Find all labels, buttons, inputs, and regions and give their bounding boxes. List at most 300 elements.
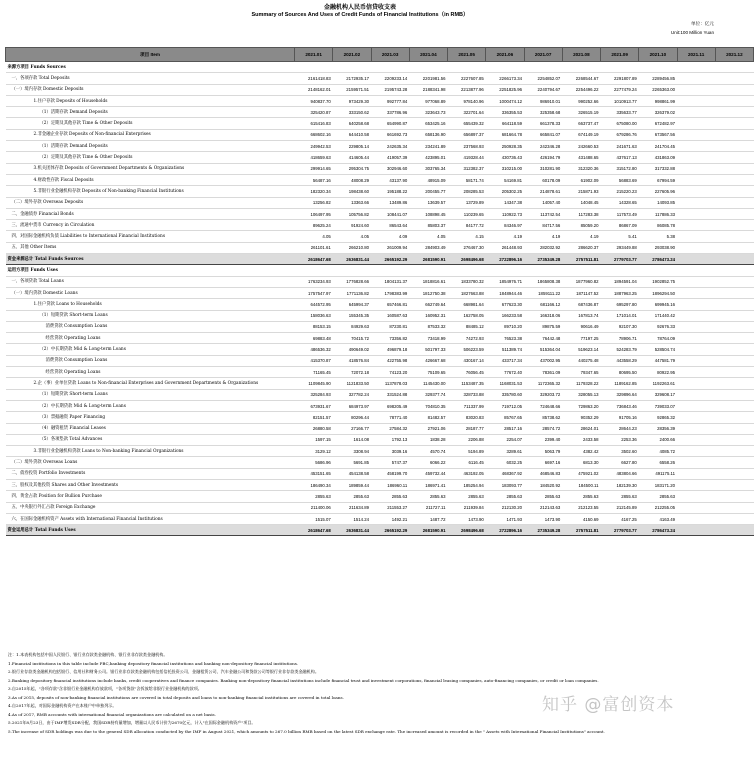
header-month: 2021.07 xyxy=(524,48,562,62)
row-value: 998861.99 xyxy=(639,95,677,106)
row-value: 27166.77 xyxy=(333,423,371,434)
row-value: 668602.16 xyxy=(295,129,333,140)
row-value: 322701.64 xyxy=(448,107,486,118)
row-value: 1877960.82 xyxy=(562,276,600,287)
row-value xyxy=(715,412,753,423)
row-value: 4.05 xyxy=(333,231,371,242)
row-value: 1514.24 xyxy=(333,513,371,524)
table-row xyxy=(6,141,754,152)
row-value: 433717.34 xyxy=(486,355,524,366)
table-row xyxy=(6,242,754,253)
row-value: 69883.48 xyxy=(295,333,333,344)
row-value: 1865808.38 xyxy=(524,276,562,287)
row-value xyxy=(715,423,753,434)
row-value: 155345.35 xyxy=(333,310,371,321)
row-value: 4382.42 xyxy=(562,446,600,457)
row-value: 644410.58 xyxy=(333,129,371,140)
row-value: 13363.66 xyxy=(333,197,371,208)
row-value: 2195743.28 xyxy=(371,84,409,95)
row-value: 76523.38 xyxy=(486,333,524,344)
row-value: 2618647.68 xyxy=(295,525,333,536)
row-label: （1）活期存款 Demand Deposits xyxy=(6,141,295,152)
table-body xyxy=(6,62,754,536)
row-value xyxy=(715,525,753,536)
row-value: 2855.63 xyxy=(639,491,677,502)
row-value: 166233.58 xyxy=(486,310,524,321)
row-value: 295304.75 xyxy=(333,163,371,174)
table-row xyxy=(6,95,754,106)
row-value: 286620.37 xyxy=(562,242,600,253)
row-value: 310281.90 xyxy=(524,163,562,174)
row-value: 1871147.52 xyxy=(562,287,600,298)
row-label: 六、在国际金融机构资产 Assets with International Financial Institutions xyxy=(6,513,295,524)
row-value: 293038.90 xyxy=(639,242,677,253)
row-value xyxy=(677,378,715,389)
row-value: 70415.72 xyxy=(333,333,371,344)
row-value: 2855.63 xyxy=(409,491,447,502)
row-value: 186960.11 xyxy=(371,479,409,490)
row-value: 2665192.29 xyxy=(371,254,409,265)
page-title-en: Summary of Sources And Uses of Credit Funds of Financial Institutions（in RMB） xyxy=(251,12,469,18)
row-value: 437002.95 xyxy=(524,355,562,366)
row-value: 2159571.51 xyxy=(333,84,371,95)
row-value: 325420.87 xyxy=(295,107,333,118)
header-month: 2021.02 xyxy=(333,48,371,62)
row-value: 117283.38 xyxy=(562,208,600,219)
row-value: 74123.20 xyxy=(371,367,409,378)
page-title-zh: 金融机构人民币信贷收支表 xyxy=(323,4,396,11)
row-value: 704810.35 xyxy=(409,400,447,411)
row-value xyxy=(677,525,715,536)
row-label: 消费贷款 Consumption Loans xyxy=(6,321,295,332)
row-label: 1.住户贷款 Loans to Households xyxy=(6,299,295,310)
row-value: 14093.85 xyxy=(639,197,677,208)
row-value: 490649.02 xyxy=(333,344,371,355)
row-value xyxy=(371,62,409,73)
row-value xyxy=(677,423,715,434)
row-value: 528504.74 xyxy=(639,344,677,355)
row-value: 212255.05 xyxy=(639,502,677,513)
row-value: 675080.00 xyxy=(601,118,639,129)
row-value xyxy=(715,367,753,378)
row-value: 483804.66 xyxy=(601,468,639,479)
row-value xyxy=(715,344,753,355)
header-row xyxy=(6,48,754,62)
watermark-text: 知乎 @富创资本 xyxy=(542,695,675,715)
row-value: 1172365.32 xyxy=(524,378,562,389)
row-value xyxy=(677,220,715,231)
table-header xyxy=(6,48,754,62)
row-value: 1121833.50 xyxy=(333,378,371,389)
row-value xyxy=(677,333,715,344)
title-block xyxy=(0,4,720,19)
row-value xyxy=(601,265,639,276)
row-value: 1010913.77 xyxy=(601,95,639,106)
row-label: 2.非金融企业存款 Deposits of Non-financial Enterprises xyxy=(6,129,295,140)
row-value: 75109.65 xyxy=(409,367,447,378)
row-value: 328733.88 xyxy=(448,389,486,400)
row-value: 106497.95 xyxy=(295,208,333,219)
row-value: 162758.05 xyxy=(448,310,486,321)
row-value: 88153.15 xyxy=(295,321,333,332)
row-value: 1757547.97 xyxy=(295,287,333,298)
row-value: 640258.68 xyxy=(333,118,371,129)
row-value xyxy=(677,208,715,219)
row-value: 80922.95 xyxy=(639,367,677,378)
row-value: 89710.20 xyxy=(486,321,524,332)
row-label: （5）各项垫款 Total Advances xyxy=(6,434,295,445)
row-value: 463192.05 xyxy=(448,468,486,479)
row-value: 2254852.07 xyxy=(524,73,562,84)
row-value xyxy=(677,400,715,411)
row-value xyxy=(562,62,600,73)
row-value xyxy=(677,107,715,118)
row-value: 284903.49 xyxy=(409,242,447,253)
row-value: 189859.44 xyxy=(333,479,371,490)
row-value: 1763234.93 xyxy=(295,276,333,287)
note-line: 注：1.本表机构包括中国人民银行、银行业存款类金融机构、银行业非存款类金融机构。 xyxy=(8,652,168,657)
row-value xyxy=(677,446,715,457)
header-month: 2021.05 xyxy=(448,48,486,62)
row-value: 13489.86 xyxy=(371,197,409,208)
row-value: 443558.29 xyxy=(601,355,639,366)
unit-label-zh: 单位：亿元 xyxy=(691,22,714,27)
row-value: 2786473.24 xyxy=(639,254,677,265)
row-value: 2201981.56 xyxy=(409,73,447,84)
row-value: 13639.57 xyxy=(409,197,447,208)
row-value: 28644.23 xyxy=(601,423,639,434)
row-value: 212145.89 xyxy=(601,502,639,513)
row-value: 2227607.85 xyxy=(448,73,486,84)
row-value xyxy=(524,62,562,73)
table-row xyxy=(6,468,754,479)
row-value: 86543.64 xyxy=(371,220,409,231)
row-value: 1137878.03 xyxy=(371,378,409,389)
table-row xyxy=(6,321,754,332)
table-row xyxy=(6,276,754,287)
row-value: 615416.83 xyxy=(295,118,333,129)
row-value: 1894591.04 xyxy=(601,276,639,287)
row-value: 1473.90 xyxy=(524,513,562,524)
row-value: 663737.47 xyxy=(562,118,600,129)
row-value: 212130.20 xyxy=(486,502,524,513)
row-value: 739033.07 xyxy=(639,400,677,411)
row-value: 2757511.81 xyxy=(562,525,600,536)
row-value: 698205.49 xyxy=(371,400,409,411)
row-value: 184500.11 xyxy=(562,479,600,490)
table-row xyxy=(6,174,754,185)
row-value: 88485.12 xyxy=(448,321,486,332)
row-label: 来源方项目 Funds Sources xyxy=(6,62,295,73)
row-value xyxy=(371,265,409,276)
row-value: 87230.81 xyxy=(371,321,409,332)
row-value xyxy=(715,457,753,468)
row-value: 665841.07 xyxy=(524,129,562,140)
row-value: 160587.63 xyxy=(371,310,409,321)
row-value: 668981.64 xyxy=(448,299,486,310)
row-value: 242346.28 xyxy=(524,141,562,152)
table-row xyxy=(6,186,754,197)
table-row xyxy=(6,491,754,502)
row-value: 249942.53 xyxy=(295,141,333,152)
row-value: 2188341.98 xyxy=(409,84,447,95)
row-value: 250928.35 xyxy=(486,141,524,152)
table-row xyxy=(6,378,754,389)
row-value: 28624.01 xyxy=(562,423,600,434)
row-value: 1487.72 xyxy=(409,513,447,524)
row-value xyxy=(715,174,753,185)
row-value xyxy=(715,186,753,197)
table-row xyxy=(6,434,754,445)
row-value xyxy=(677,73,715,84)
row-label: 2.企（事）业单位贷款 Loans to Non-financial Enterprises and Government Departments & Organizations xyxy=(6,378,295,389)
note-line: 3.自2015年起，"各项存款"含非银行业金融机构存放款项，"各项贷款"含拆放给非银行业金融机构的款项。 xyxy=(8,686,202,691)
row-value: 58171.74 xyxy=(448,174,486,185)
row-value: 2779703.77 xyxy=(601,525,639,536)
row-value: 241704.45 xyxy=(639,141,677,152)
row-value xyxy=(677,457,715,468)
row-value: 212143.63 xyxy=(524,502,562,513)
row-value: 214878.61 xyxy=(524,186,562,197)
row-value xyxy=(677,186,715,197)
row-value: 4.05 xyxy=(409,231,447,242)
row-value: 2433.58 xyxy=(562,434,600,445)
row-value: 5063.79 xyxy=(524,446,562,457)
row-value: 656897.37 xyxy=(448,129,486,140)
table-row xyxy=(6,446,754,457)
row-value: 2636831.44 xyxy=(333,525,371,536)
row-value: 511389.74 xyxy=(486,344,524,355)
row-value: 28517.16 xyxy=(486,423,524,434)
row-value: 92107.30 xyxy=(601,321,639,332)
row-value: 77197.25 xyxy=(562,333,600,344)
row-value xyxy=(524,265,562,276)
row-value: 80296.44 xyxy=(333,412,371,423)
row-value: 182139.30 xyxy=(601,479,639,490)
row-value: 1887963.25 xyxy=(601,287,639,298)
row-value xyxy=(677,163,715,174)
note-line: 2.Banking depository financial institutions include banks, credit cooperatives and finance companies. Banking non-depository financial institutions include financial trust and investment corporations, financial leasing companies, auto-financing companies, or credit or loan companies. xyxy=(8,677,599,683)
row-value: 990252.66 xyxy=(562,95,600,106)
row-label: 二、债券投资 Portfolio Investments xyxy=(6,468,295,479)
row-value: 2251825.96 xyxy=(486,84,524,95)
row-value: 1189162.85 xyxy=(601,378,639,389)
row-value: 4163.49 xyxy=(639,513,677,524)
row-label: 1.住户存款 Deposits of Households xyxy=(6,95,295,106)
table-row xyxy=(6,129,754,140)
row-value xyxy=(677,197,715,208)
row-value: 325284.93 xyxy=(295,389,333,400)
row-value: 5.41 xyxy=(601,231,639,242)
row-value: 90616.49 xyxy=(562,321,600,332)
row-value: 419057.39 xyxy=(371,152,409,163)
row-value xyxy=(333,62,371,73)
row-value xyxy=(715,389,753,400)
row-value xyxy=(677,141,715,152)
row-value: 662749.64 xyxy=(409,299,447,310)
row-value: 48915.09 xyxy=(409,174,447,185)
row-value xyxy=(715,197,753,208)
row-value: 72072.18 xyxy=(333,367,371,378)
row-value: 6813.30 xyxy=(562,457,600,468)
row-label: 四、黄金占款 Position for Bullion Purchase xyxy=(6,491,295,502)
row-value: 56487.16 xyxy=(295,174,333,185)
row-value: 2855.63 xyxy=(486,491,524,502)
row-value: 2161418.83 xyxy=(295,73,333,84)
row-label: 3.机关团体存款 Deposits of Government Departments & Organizations xyxy=(6,163,295,174)
row-value: 940837.70 xyxy=(295,95,333,106)
row-value xyxy=(639,62,677,73)
row-value: 2266173.34 xyxy=(486,73,524,84)
row-value: 166318.06 xyxy=(524,310,562,321)
row-value: 5747.37 xyxy=(371,457,409,468)
row-value: 5686.96 xyxy=(295,457,333,468)
row-value: 77672.40 xyxy=(486,367,524,378)
row-value: 28187.77 xyxy=(448,423,486,434)
table-row xyxy=(6,231,754,242)
header-month: 2021.10 xyxy=(639,48,677,62)
row-value: 1812750.38 xyxy=(409,287,447,298)
row-value xyxy=(677,174,715,185)
row-value: 182320.34 xyxy=(295,186,333,197)
row-value: 2289456.85 xyxy=(639,73,677,84)
row-value: 335633.77 xyxy=(601,107,639,118)
row-value xyxy=(677,118,715,129)
row-value: 76056.45 xyxy=(448,367,486,378)
row-value: 237568.93 xyxy=(448,141,486,152)
row-label: 消费贷款 Consumption Loans xyxy=(6,355,295,366)
row-value: 198438.60 xyxy=(333,186,371,197)
row-value xyxy=(677,502,715,513)
row-value xyxy=(715,321,753,332)
row-value: 986910.01 xyxy=(524,95,562,106)
table-row xyxy=(6,400,754,411)
row-value: 3289.61 xyxy=(486,446,524,457)
row-value: 1818816.61 xyxy=(409,276,447,287)
row-value: 1597.15 xyxy=(295,434,333,445)
row-value: 2722896.16 xyxy=(486,525,524,536)
row-value: 681664.78 xyxy=(486,129,524,140)
row-value xyxy=(448,62,486,73)
row-value: 310215.00 xyxy=(486,163,524,174)
row-value: 299914.65 xyxy=(295,163,333,174)
row-value: 329608.17 xyxy=(639,389,677,400)
row-value: 486536.32 xyxy=(295,344,333,355)
row-value: 6627.80 xyxy=(601,457,639,468)
row-value: 4085.72 xyxy=(639,446,677,457)
row-value: 1179328.22 xyxy=(562,378,600,389)
row-value: 84717.56 xyxy=(524,220,562,231)
row-value: 458199.70 xyxy=(371,468,409,479)
row-value: 661692.73 xyxy=(371,129,409,140)
row-value: 86085.78 xyxy=(639,220,677,231)
row-value: 2636831.44 xyxy=(333,254,371,265)
row-value: 74272.93 xyxy=(448,333,486,344)
row-value: 91705.16 xyxy=(601,412,639,423)
row-value xyxy=(715,208,753,219)
row-value: 415370.87 xyxy=(295,355,333,366)
row-label: 三、股权及其他投资 Shares and Other Investments xyxy=(6,479,295,490)
table-row xyxy=(6,62,754,73)
header-month: 2021.09 xyxy=(601,48,639,62)
table-row xyxy=(6,118,754,129)
row-value: 67994.59 xyxy=(639,174,677,185)
row-value: 3039.16 xyxy=(371,446,409,457)
row-value: 978140.96 xyxy=(448,95,486,106)
row-label: 二、金融债券 Financial Bonds xyxy=(6,208,295,219)
table-row xyxy=(6,367,754,378)
row-value: 302946.60 xyxy=(371,163,409,174)
row-value: 160952.31 xyxy=(409,310,447,321)
row-value: 227605.96 xyxy=(639,186,677,197)
row-label: （1）活期存款 Demand Deposits xyxy=(6,107,295,118)
row-value: 2779703.77 xyxy=(601,254,639,265)
row-value: 82151.57 xyxy=(295,412,333,423)
row-value: 5691.85 xyxy=(333,457,371,468)
table-row xyxy=(6,265,754,276)
row-value: 1838.28 xyxy=(409,434,447,445)
row-value: 2855.63 xyxy=(448,491,486,502)
row-value: 242635.34 xyxy=(371,141,409,152)
row-value: 325358.68 xyxy=(524,107,562,118)
table-row xyxy=(6,423,754,434)
row-value: 423895.01 xyxy=(409,152,447,163)
note-line: 4.自2017年起，对国际金融机构资产在本账户中单独列示。 xyxy=(8,703,117,708)
row-value: 5194.89 xyxy=(448,446,486,457)
row-value: 211939.84 xyxy=(448,502,486,513)
table-row xyxy=(6,525,754,536)
row-label: 资金来源总计 Total Funds Sources xyxy=(6,254,295,265)
row-value: 60178.09 xyxy=(524,174,562,185)
row-value: 79347.65 xyxy=(562,367,600,378)
row-value: 1000474.12 xyxy=(486,95,524,106)
row-value: 85803.37 xyxy=(409,220,447,231)
row-value: 1771136.82 xyxy=(333,287,371,298)
row-value: 5.38 xyxy=(639,231,677,242)
row-value: 2277479.24 xyxy=(601,84,639,95)
row-label: （2）定期及其他存款 Time & Other Deposits xyxy=(6,152,295,163)
row-value: 6116.45 xyxy=(448,457,486,468)
row-value: 315172.80 xyxy=(601,163,639,174)
row-label: （2）中长期贷款 Mid & Long-term Loans xyxy=(6,344,295,355)
row-label: 资金运用总计 Total Funds Uses xyxy=(6,525,295,536)
row-value: 3129.12 xyxy=(295,446,333,457)
row-value xyxy=(715,62,753,73)
row-value xyxy=(677,62,715,73)
row-value xyxy=(677,299,715,310)
table-row xyxy=(6,344,754,355)
row-value: 282032.92 xyxy=(524,242,562,253)
row-value: 108441.07 xyxy=(371,208,409,219)
row-value: 211400.06 xyxy=(295,502,333,513)
row-value: 644572.95 xyxy=(295,299,333,310)
row-value: 1145430.00 xyxy=(409,378,447,389)
row-value xyxy=(715,434,753,445)
row-value: 4.19 xyxy=(486,231,524,242)
row-value: 1109845.90 xyxy=(295,378,333,389)
row-value: 85767.65 xyxy=(486,412,524,423)
row-value: 208285.53 xyxy=(448,186,486,197)
row-value: 293449.88 xyxy=(601,242,639,253)
row-value: 515364.04 xyxy=(524,344,562,355)
note-line: 1.Financial institutions in this table include PBC,banking depository financial institutions and banking non-depository financial institutions. xyxy=(8,660,299,666)
row-value: 1848944.46 xyxy=(486,287,524,298)
row-value: 711337.99 xyxy=(448,400,486,411)
row-value xyxy=(715,265,753,276)
row-value xyxy=(715,152,753,163)
row-value: 110922.73 xyxy=(486,208,524,219)
row-value: 2209233.14 xyxy=(371,73,409,84)
